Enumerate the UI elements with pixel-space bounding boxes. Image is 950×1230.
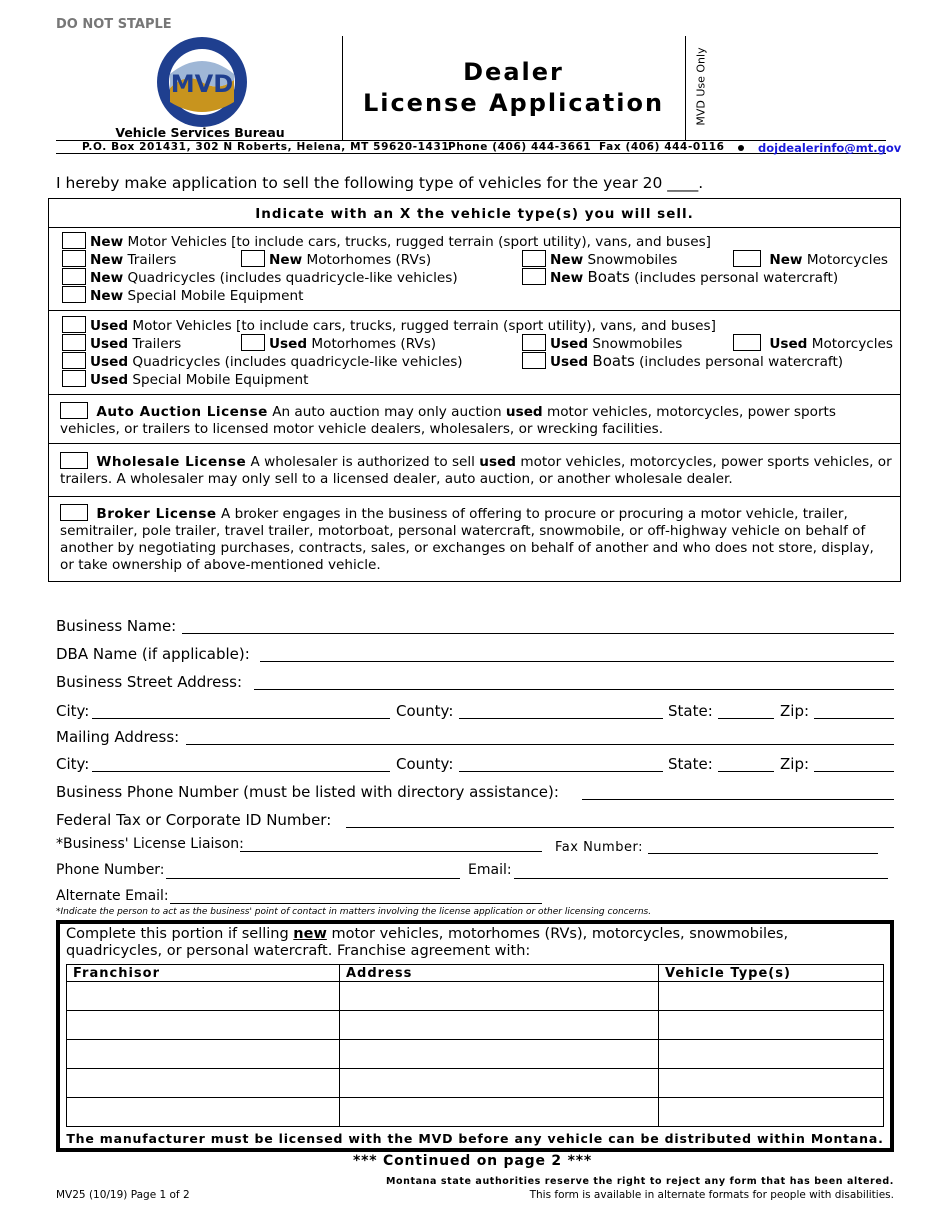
used-sme-checkbox[interactable]	[62, 370, 86, 387]
zip-input[interactable]	[814, 718, 894, 719]
alternate-formats-notice: This form is available in alternate formats for people with disabilities.	[529, 1189, 894, 1201]
alternate-email-label: Alternate Email:	[56, 888, 169, 904]
broker-license-checkbox[interactable]	[60, 504, 88, 521]
franchisor-cell[interactable]	[67, 1069, 340, 1098]
new-snowmobiles-row: New Snowmobiles	[522, 250, 677, 269]
vehicle-types-column-header: Vehicle Type(s)	[659, 965, 884, 982]
auction-license-checkbox[interactable]	[60, 402, 88, 419]
used-sme-row: Used Special Mobile Equipment	[62, 370, 308, 389]
address-column-header: Address	[340, 965, 659, 982]
business-name-input[interactable]	[182, 633, 894, 634]
vehicle-type-heading: Indicate with an X the vehicle type(s) you will sell.	[255, 206, 694, 222]
city-input[interactable]	[92, 718, 390, 719]
mailing-state-label: State:	[668, 755, 713, 773]
used-quadricycles-row: Used Quadricycles (includes quadricycle-like vehicles)	[62, 352, 463, 371]
used-motorhomes-row: Used Motorhomes (RVs)	[241, 334, 436, 353]
mailing-county-input[interactable]	[459, 771, 663, 772]
used-trailers-checkbox[interactable]	[62, 334, 86, 351]
email-input[interactable]	[514, 878, 888, 879]
rights-notice: Montana state authorities reserve the right to reject any form that has been altered.	[385, 1176, 894, 1187]
franchise-footer-note: The manufacturer must be licensed with the MVD before any vehicle can be distributed within Montana.	[66, 1131, 884, 1146]
street-address-input[interactable]	[254, 689, 894, 690]
vehicle-type-cell[interactable]	[659, 1069, 884, 1098]
mailing-state-input[interactable]	[718, 771, 774, 772]
header-email-link[interactable]: dojdealerinfo@mt.gov	[758, 141, 902, 155]
header-address: P.O. Box 201431, 302 N Roberts, Helena, MT 59620-1431	[82, 141, 450, 153]
mailing-address-label: Mailing Address:	[56, 728, 180, 746]
address-cell[interactable]	[340, 982, 659, 1011]
franchise-table	[66, 964, 884, 1127]
email-label: Email:	[468, 862, 512, 878]
vehicle-type-cell[interactable]	[659, 982, 884, 1011]
business-phone-label: Business Phone Number (must be listed with directory assistance):	[56, 783, 559, 801]
zip-label: Zip:	[780, 702, 810, 720]
new-trailers-row: New Trailers	[62, 250, 176, 269]
bureau-name: Vehicle Services Bureau	[115, 125, 285, 140]
continued-note: *** Continued on page 2 ***	[352, 1153, 592, 1169]
used-quadricycles-checkbox[interactable]	[62, 352, 86, 369]
federal-tax-input[interactable]	[346, 827, 894, 828]
new-motor-vehicles-checkbox[interactable]	[62, 232, 86, 249]
county-input[interactable]	[459, 718, 663, 719]
new-motorcycles-checkbox[interactable]	[733, 250, 761, 267]
franchisor-cell[interactable]	[67, 1098, 340, 1127]
new-snowmobiles-checkbox[interactable]	[522, 250, 546, 267]
new-quadricycles-checkbox[interactable]	[62, 268, 86, 285]
table-row	[67, 1040, 884, 1069]
divider	[48, 443, 901, 444]
dba-name-input[interactable]	[260, 661, 894, 662]
divider	[48, 310, 901, 311]
fax-number-label: Fax Number:	[555, 840, 643, 855]
new-motorhomes-checkbox[interactable]	[241, 250, 265, 267]
business-phone-input[interactable]	[582, 799, 894, 800]
used-motorcycles-row: Used Motorcycles	[733, 334, 893, 353]
franchise-intro: Complete this portion if selling new motor vehicles, motorhomes (RVs), motorcycles, snowmobiles, quadricycles, or personal watercraft. Franchise agreement with:	[66, 926, 789, 959]
mvd-logo	[156, 36, 248, 128]
franchisor-cell[interactable]	[67, 982, 340, 1011]
used-snowmobiles-row: Used Snowmobiles	[522, 334, 682, 353]
vehicle-type-cell[interactable]	[659, 1040, 884, 1069]
address-cell[interactable]	[340, 1040, 659, 1069]
liaison-footnote: *Indicate the person to act as the business' point of contact in matters involving the license application or other licensing concerns.	[56, 907, 652, 917]
used-boats-row: Used Boats (includes personal watercraft)	[522, 352, 843, 371]
new-trailers-checkbox[interactable]	[62, 250, 86, 267]
phone-number-input[interactable]	[166, 878, 460, 879]
address-cell[interactable]	[340, 1069, 659, 1098]
franchisor-cell[interactable]	[67, 1011, 340, 1040]
new-motorhomes-row: New Motorhomes (RVs)	[241, 250, 431, 269]
vehicle-type-cell[interactable]	[659, 1098, 884, 1127]
alternate-email-input[interactable]	[170, 903, 542, 904]
used-trailers-row: Used Trailers	[62, 334, 181, 353]
table-row	[67, 1098, 884, 1127]
federal-tax-label: Federal Tax or Corporate ID Number:	[56, 811, 332, 829]
auction-license-block: Auto Auction License An auto auction may only auction used motor vehicles, motorcycles, power sports vehicles, or trailers to licensed motor vehicle dealers, wholesalers, or wrecking facilities.	[60, 404, 836, 437]
mailing-zip-label: Zip:	[780, 755, 810, 773]
new-motorcycles-row: New Motorcycles	[733, 250, 888, 269]
wholesale-license-block: Wholesale License A wholesaler is authorized to sell used motor vehicles, motorcycles, power sports vehicles, or trailers. A wholesaler may only sell to a licensed dealer, auto auction, or another wholesale dealer.	[60, 454, 892, 487]
state-input[interactable]	[718, 718, 774, 719]
wholesale-license-checkbox[interactable]	[60, 452, 88, 469]
divider	[48, 496, 901, 497]
liaison-label: *Business' License Liaison:	[56, 836, 244, 852]
liaison-input[interactable]	[240, 851, 542, 852]
table-row	[67, 982, 884, 1011]
header-fax: Fax (406) 444-0116	[599, 141, 725, 153]
vehicle-type-cell[interactable]	[659, 1011, 884, 1040]
mailing-county-label: County:	[396, 755, 454, 773]
county-label: County:	[396, 702, 454, 720]
do-not-staple: DO NOT STAPLE	[56, 17, 172, 32]
address-cell[interactable]	[340, 1011, 659, 1040]
new-sme-checkbox[interactable]	[62, 286, 86, 303]
divider	[48, 394, 901, 395]
bullet-icon	[738, 145, 744, 151]
broker-license-block: Broker License A broker engages in the business of offering to procure or procuring a motor vehicle, trailer, semitrailer, pole trailer, travel trailer, motorboat, personal watercraft, snowmobile, or off-highway vehicle on behalf of another by negotiating purchases, contracts, sales, or exchanges on behalf of another and who does not store, display, or take ownership of above-mentioned vehicle.	[60, 506, 874, 573]
phone-number-label: Phone Number:	[56, 862, 165, 878]
form-title-line2: License Application	[362, 89, 665, 117]
franchisor-cell[interactable]	[67, 1040, 340, 1069]
fax-number-input[interactable]	[648, 853, 878, 854]
header-divider-left	[342, 36, 343, 140]
dba-name-label: DBA Name (if applicable):	[56, 645, 250, 663]
new-quadricycles-row: New Quadricycles (includes quadricycle-like vehicles)	[62, 268, 458, 287]
used-motor-vehicles-row: Used Motor Vehicles [to include cars, trucks, rugged terrain (sport utility), vans, and buses]	[62, 316, 716, 335]
address-cell[interactable]	[340, 1098, 659, 1127]
logo-mvd-text: MVD	[170, 70, 234, 98]
mailing-address-input[interactable]	[186, 744, 894, 745]
state-label: State:	[668, 702, 713, 720]
new-sme-row: New Special Mobile Equipment	[62, 286, 304, 305]
new-motor-vehicles-row: New Motor Vehicles [to include cars, trucks, rugged terrain (sport utility), vans, and buses]	[62, 232, 711, 251]
business-name-label: Business Name:	[56, 617, 177, 635]
franchisor-column-header: Franchisor	[67, 965, 340, 982]
street-address-label: Business Street Address:	[56, 673, 243, 691]
mailing-city-label: City:	[56, 755, 90, 773]
city-label: City:	[56, 702, 90, 720]
used-motor-vehicles-checkbox[interactable]	[62, 316, 86, 333]
header-phone: Phone (406) 444-3661	[448, 141, 592, 153]
used-snowmobiles-checkbox[interactable]	[522, 334, 546, 351]
form-title-line1: Dealer	[463, 58, 564, 86]
used-motorhomes-checkbox[interactable]	[241, 334, 265, 351]
divider	[48, 227, 901, 228]
used-motorcycles-checkbox[interactable]	[733, 334, 761, 351]
mailing-zip-input[interactable]	[814, 771, 894, 772]
mvd-use-only: MVD Use Only	[694, 47, 708, 126]
mailing-city-input[interactable]	[92, 771, 390, 772]
form-id: MV25 (10/19) Page 1 of 2	[56, 1189, 190, 1201]
table-row	[67, 1069, 884, 1098]
new-boats-checkbox[interactable]	[522, 268, 546, 285]
table-row	[67, 1011, 884, 1040]
used-boats-checkbox[interactable]	[522, 352, 546, 369]
intro-statement: I hereby make application to sell the following type of vehicles for the year 20 ____.	[56, 174, 704, 192]
new-boats-row: New Boats (includes personal watercraft)	[522, 268, 838, 287]
header-divider-right	[685, 36, 686, 140]
